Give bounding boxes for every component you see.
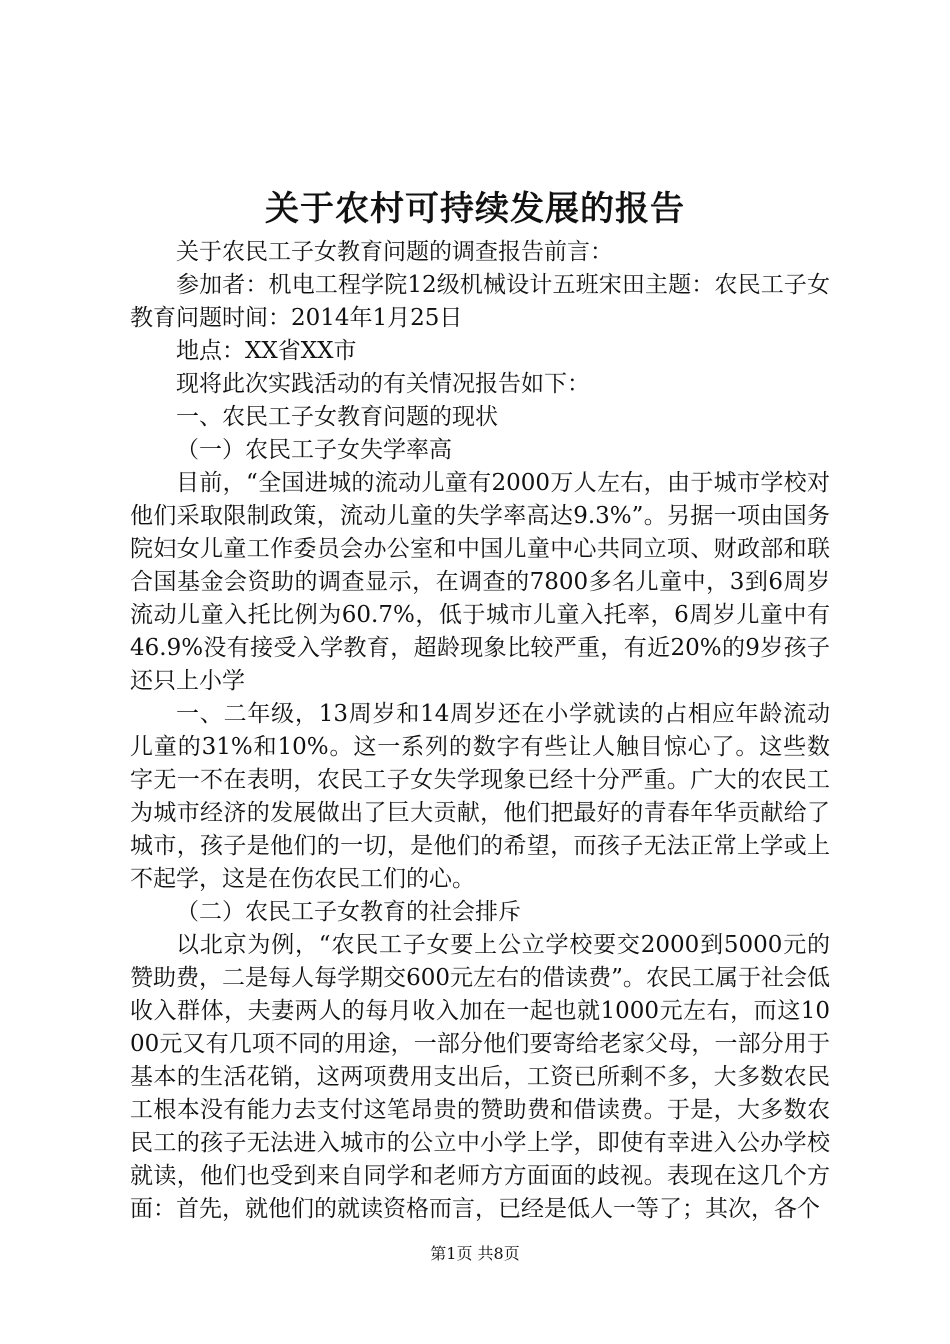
page-footer: 第1页 共8页 bbox=[430, 1244, 520, 1263]
subsection-heading-2: （二）农民工子女教育的社会排斥 bbox=[176, 899, 521, 925]
document-body bbox=[130, 236, 830, 1226]
paragraph-participants: 参加者：机电工程学院12级机械设计五班宋田主题：农民工子女教育问题时间：2014年1月25日 bbox=[130, 272, 830, 331]
paragraph-location: 地点：XX省XX市 bbox=[176, 338, 357, 364]
document-title: 关于农村可持续发展的报告 bbox=[265, 189, 685, 229]
paragraph-dropout-stats: 目前，“全国进城的流动儿童有2000万人左右，由于城市学校对他们采取限制政策，流动儿童的失学率高达9.3%”。另据一项由国务院妇女儿童工作委员会办公室和中国儿童中心共同立项、财政部和联合国基金会资助的调查显示，在调查的7800多名儿童中，3到6周岁流动儿童入托比例为60.7%，低于城市儿童入托率，6周岁儿童中有46.9%没有接受入学教育，超龄现象比较严重，有近20%的9岁孩子还只上小学 bbox=[130, 470, 830, 694]
paragraph-grade-stats: 一、二年级，13周岁和14周岁还在小学就读的占相应年龄流动儿童的31%和10%。这一系列的数字有些让人触目惊心了。这些数字无一不在表明，农民工子女失学现象已经十分严重。广大的农民工为城市经济的发展做出了巨大贡献，他们把最好的青春年华贡献给了城市，孩子是他们的一切，是他们的希望，而孩子无法正常上学或上不起学，这是在伤农民工们的心。 bbox=[130, 701, 830, 892]
paragraph-social-exclusion: 以北京为例，“农民工子女要上公立学校要交2000到5000元的赞助费，二是每人每学期交600元左右的借读费”。农民工属于社会低收入群体，夫妻两人的每月收入加在一起也就1000元左右，而这1000元又有几项不同的用途，一部分他们要寄给老家父母，一部分用于基本的生活花销，这两项费用支出后，工资已所剩不多，大多数农民工根本没有能力去支付这笔昂贵的赞助费和借读费。于是，大多数农民工的孩子无法进入城市的公立中小学上学，即使有幸进入公办学校就读，他们也受到来自同学和老师方方面面的歧视。表现在这几个方面：首先，就他们的就读资格而言，已经是低人一等了；其次，各个 bbox=[130, 932, 830, 1222]
paragraph-intro: 关于农民工子女教育问题的调查报告前言： bbox=[176, 239, 613, 265]
section-heading-1: 一、农民工子女教育问题的现状 bbox=[176, 404, 498, 430]
subsection-heading-1: （一）农民工子女失学率高 bbox=[176, 437, 452, 463]
paragraph-report-lead: 现将此次实践活动的有关情况报告如下： bbox=[176, 371, 590, 397]
